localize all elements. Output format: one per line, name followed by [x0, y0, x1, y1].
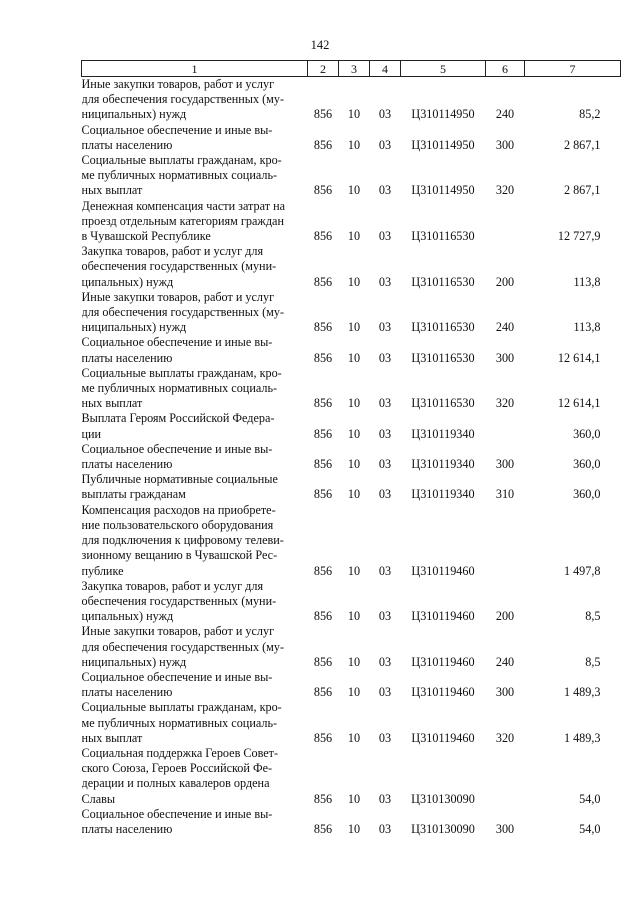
ministry-code: 856 — [313, 609, 333, 624]
expense-type-code: 300 — [495, 350, 515, 365]
section-code: 10 — [347, 426, 361, 441]
expense-type-code: 320 — [495, 183, 515, 198]
table-row — [82, 123, 621, 153]
section-code: 10 — [347, 821, 361, 836]
amount-value: 12 614,1 — [557, 350, 601, 365]
column-header-4: 4 — [370, 61, 401, 77]
subsection-code: 03 — [378, 487, 392, 502]
column-header-3: 3 — [339, 61, 370, 77]
ministry-code: 856 — [313, 350, 333, 365]
subsection-code: 03 — [378, 426, 392, 441]
ministry-code: 856 — [313, 274, 333, 289]
row-name-line: Компенсация расходов на приобрете- — [81, 502, 276, 517]
target-article-code: Ц310116530 — [411, 229, 475, 244]
target-article-code: Ц310116530 — [411, 274, 475, 289]
expense-type-code: 320 — [495, 730, 515, 745]
target-article-code: Ц310119460 — [411, 563, 475, 578]
amount-value: 8,5 — [585, 654, 601, 669]
page-number: 142 — [310, 38, 330, 52]
expense-type-code: 300 — [495, 137, 515, 152]
row-name — [82, 77, 308, 123]
table-row — [82, 746, 621, 807]
amount-value: 360,0 — [573, 487, 601, 502]
section-code: 10 — [347, 791, 361, 806]
section-code: 10 — [347, 274, 361, 289]
row-name-line: ме публичных нормативных социаль- — [81, 381, 278, 396]
row-name-line: ского Союза, Героев Российской Фе- — [81, 761, 273, 776]
row-name — [82, 366, 308, 412]
target-article-code: Ц310130090 — [411, 791, 475, 806]
table-row — [82, 579, 621, 625]
row-name-line: для подключения к цифровому телеви- — [81, 533, 284, 548]
ministry-code: 856 — [313, 791, 333, 806]
row-name — [82, 746, 308, 807]
row-name — [82, 670, 308, 700]
subsection-code: 03 — [378, 730, 392, 745]
ministry-code: 856 — [313, 730, 333, 745]
row-name-line: Социальная поддержка Героев Совет- — [81, 745, 279, 760]
table-row — [82, 411, 621, 441]
row-name-line: для обеспечения государственных (му- — [81, 92, 285, 107]
row-name-line: платы населению — [81, 821, 173, 836]
row-name — [82, 624, 308, 670]
expense-type-code — [486, 503, 525, 579]
column-header-7: 7 — [525, 61, 621, 77]
target-article-code: Ц310116530 — [411, 396, 475, 411]
row-name-line: для обеспечения государственных (му- — [81, 305, 285, 320]
subsection-code: 03 — [378, 396, 392, 411]
row-name-line: ме публичных нормативных социаль- — [81, 715, 278, 730]
expense-type-code: 240 — [495, 654, 515, 669]
section-code: 10 — [347, 563, 361, 578]
section-code: 10 — [347, 183, 361, 198]
row-name-line: Социальное обеспечение и иные вы- — [81, 806, 273, 821]
section-code: 10 — [347, 350, 361, 365]
row-name-line: Иные закупки товаров, работ и услуг — [81, 289, 275, 304]
ministry-code: 856 — [313, 320, 333, 335]
ministry-code: 856 — [313, 229, 333, 244]
section-code: 10 — [347, 137, 361, 152]
target-article-code: Ц310119460 — [411, 730, 475, 745]
ministry-code: 856 — [313, 426, 333, 441]
row-name-line: Социальные выплаты гражданам, кро- — [81, 700, 282, 715]
subsection-code: 03 — [378, 563, 392, 578]
row-name-line: Социальное обеспечение и иные вы- — [81, 335, 273, 350]
table-row — [82, 366, 621, 412]
row-name-line: ных выплат — [81, 396, 143, 411]
amount-value: 2 867,1 — [563, 183, 601, 198]
amount-value: 360,0 — [573, 426, 601, 441]
ministry-code: 856 — [313, 487, 333, 502]
ministry-code: 856 — [313, 457, 333, 472]
subsection-code: 03 — [378, 350, 392, 365]
row-name-line: обеспечения государственных (муни- — [81, 593, 277, 608]
section-code: 10 — [347, 654, 361, 669]
column-header-1: 1 — [82, 61, 308, 77]
row-name-line: ции — [81, 426, 102, 441]
amount-value: 12 727,9 — [557, 229, 601, 244]
ministry-code: 856 — [313, 183, 333, 198]
target-article-code: Ц310116530 — [411, 320, 475, 335]
row-name-line: Социальные выплаты гражданам, кро- — [81, 365, 282, 380]
header-row — [82, 61, 621, 77]
row-name — [82, 442, 308, 472]
row-name-line: Публичные нормативные социальные — [81, 472, 278, 487]
row-name — [82, 807, 308, 837]
subsection-code: 03 — [378, 609, 392, 624]
target-article-code: Ц310114950 — [411, 107, 475, 122]
row-name-line: Денежная компенсация части затрат на — [81, 198, 286, 213]
table-row — [82, 77, 621, 123]
table-row — [82, 807, 621, 837]
subsection-code: 03 — [378, 274, 392, 289]
row-name-line: Закупка товаров, работ и услуг для — [81, 578, 264, 593]
amount-value: 85,2 — [579, 107, 601, 122]
target-article-code: Ц310119340 — [411, 457, 475, 472]
row-name — [82, 335, 308, 365]
row-name-line: платы населению — [81, 457, 173, 472]
row-name — [82, 472, 308, 502]
section-code: 10 — [347, 609, 361, 624]
row-name — [82, 244, 308, 290]
table-row — [82, 503, 621, 579]
subsection-code: 03 — [378, 457, 392, 472]
ministry-code: 856 — [313, 563, 333, 578]
budget-table — [81, 60, 621, 837]
table-row — [82, 199, 621, 245]
ministry-code: 856 — [313, 821, 333, 836]
row-name-line: Социальное обеспечение и иные вы- — [81, 441, 273, 456]
section-code: 10 — [347, 457, 361, 472]
subsection-code: 03 — [378, 137, 392, 152]
section-code: 10 — [347, 730, 361, 745]
row-name-line: ных выплат — [81, 730, 143, 745]
section-code: 10 — [347, 396, 361, 411]
table-row — [82, 624, 621, 670]
row-name-line: дерации и полных кавалеров ордена — [81, 776, 270, 791]
subsection-code: 03 — [378, 791, 392, 806]
section-code: 10 — [347, 107, 361, 122]
row-name — [82, 290, 308, 336]
row-name-line: Социальное обеспечение и иные вы- — [81, 122, 273, 137]
expense-type-code: 320 — [495, 396, 515, 411]
row-name-line: выплаты гражданам — [81, 487, 186, 502]
row-name-line: платы населению — [81, 137, 173, 152]
row-name-line: Иные закупки товаров, работ и услуг — [81, 624, 275, 639]
target-article-code: Ц310114950 — [411, 137, 475, 152]
expense-type-code: 240 — [495, 107, 515, 122]
amount-value: 113,8 — [573, 274, 601, 289]
row-name — [82, 153, 308, 199]
amount-value: 2 867,1 — [563, 137, 601, 152]
amount-value: 1 497,8 — [563, 563, 601, 578]
row-name-line: платы населению — [81, 685, 173, 700]
subsection-code: 03 — [378, 685, 392, 700]
section-code: 10 — [347, 229, 361, 244]
amount-value: 1 489,3 — [563, 730, 601, 745]
expense-type-code: 300 — [495, 685, 515, 700]
row-name-line: ниципальных) нужд — [81, 654, 187, 669]
expense-type-code — [486, 411, 525, 441]
target-article-code: Ц310119460 — [411, 654, 475, 669]
row-name — [82, 123, 308, 153]
ministry-code: 856 — [313, 685, 333, 700]
row-name-line: проезд отдельным категориям граждан — [81, 213, 284, 228]
table-row — [82, 335, 621, 365]
target-article-code: Ц310130090 — [411, 821, 475, 836]
expense-type-code: 200 — [495, 274, 515, 289]
table-row — [82, 472, 621, 502]
row-name — [82, 411, 308, 441]
expense-type-code — [486, 746, 525, 807]
row-name-line: для обеспечения государственных (му- — [81, 639, 285, 654]
amount-value: 360,0 — [573, 457, 601, 472]
table-row — [82, 700, 621, 746]
row-name-line: Славы — [81, 791, 116, 806]
row-name-line: ние пользовательского оборудования — [81, 517, 274, 532]
ministry-code: 856 — [313, 654, 333, 669]
ministry-code: 856 — [313, 396, 333, 411]
target-article-code: Ц310119460 — [411, 609, 475, 624]
table-row — [82, 670, 621, 700]
row-name-line: ципальных) нужд — [81, 274, 174, 289]
amount-value: 8,5 — [585, 609, 601, 624]
section-code: 10 — [347, 685, 361, 700]
subsection-code: 03 — [378, 320, 392, 335]
row-name — [82, 700, 308, 746]
column-header-6: 6 — [486, 61, 525, 77]
row-name — [82, 199, 308, 245]
row-name-line: ных выплат — [81, 183, 143, 198]
row-name — [82, 503, 308, 579]
target-article-code: Ц310114950 — [411, 183, 475, 198]
row-name-line: Выплата Героям Российской Федера- — [81, 411, 275, 426]
table-row — [82, 244, 621, 290]
expense-type-code: 200 — [495, 609, 515, 624]
row-name-line: Иные закупки товаров, работ и услуг — [81, 77, 275, 91]
table-row — [82, 290, 621, 336]
row-name-line: Социальное обеспечение и иные вы- — [81, 669, 273, 684]
row-name-line: ниципальных) нужд — [81, 107, 187, 122]
subsection-code: 03 — [378, 229, 392, 244]
subsection-code: 03 — [378, 821, 392, 836]
table-body — [82, 77, 621, 838]
amount-value: 1 489,3 — [563, 685, 601, 700]
expense-type-code: 300 — [495, 457, 515, 472]
row-name-line: обеспечения государственных (муни- — [81, 259, 277, 274]
section-code: 10 — [347, 320, 361, 335]
subsection-code: 03 — [378, 654, 392, 669]
row-name — [82, 579, 308, 625]
subsection-code: 03 — [378, 183, 392, 198]
target-article-code: Ц310116530 — [411, 350, 475, 365]
column-header-2: 2 — [308, 61, 339, 77]
amount-value: 54,0 — [579, 821, 601, 836]
expense-type-code — [486, 199, 525, 245]
row-name-line: платы населению — [81, 350, 173, 365]
row-name-line: ципальных) нужд — [81, 609, 174, 624]
target-article-code: Ц310119340 — [411, 426, 475, 441]
table-row — [82, 153, 621, 199]
target-article-code: Ц310119460 — [411, 685, 475, 700]
amount-value: 113,8 — [573, 320, 601, 335]
expense-type-code: 310 — [495, 487, 515, 502]
subsection-code: 03 — [378, 107, 392, 122]
section-code: 10 — [347, 487, 361, 502]
ministry-code: 856 — [313, 137, 333, 152]
column-header-5: 5 — [401, 61, 486, 77]
table-header — [82, 61, 621, 77]
row-name-line: ме публичных нормативных социаль- — [81, 168, 278, 183]
target-article-code: Ц310119340 — [411, 487, 475, 502]
row-name-line: Социальные выплаты гражданам, кро- — [81, 153, 282, 168]
row-name-line: в Чувашской Республике — [81, 229, 211, 244]
amount-value: 12 614,1 — [557, 396, 601, 411]
amount-value: 54,0 — [579, 791, 601, 806]
expense-type-code: 300 — [495, 821, 515, 836]
row-name-line: публике — [81, 563, 124, 578]
expense-type-code: 240 — [495, 320, 515, 335]
row-name-line: зионному вещанию в Чувашской Рес- — [81, 548, 278, 563]
row-name-line: Закупка товаров, работ и услуг для — [81, 244, 264, 259]
row-name-line: ниципальных) нужд — [81, 320, 187, 335]
table-row — [82, 442, 621, 472]
ministry-code: 856 — [313, 107, 333, 122]
